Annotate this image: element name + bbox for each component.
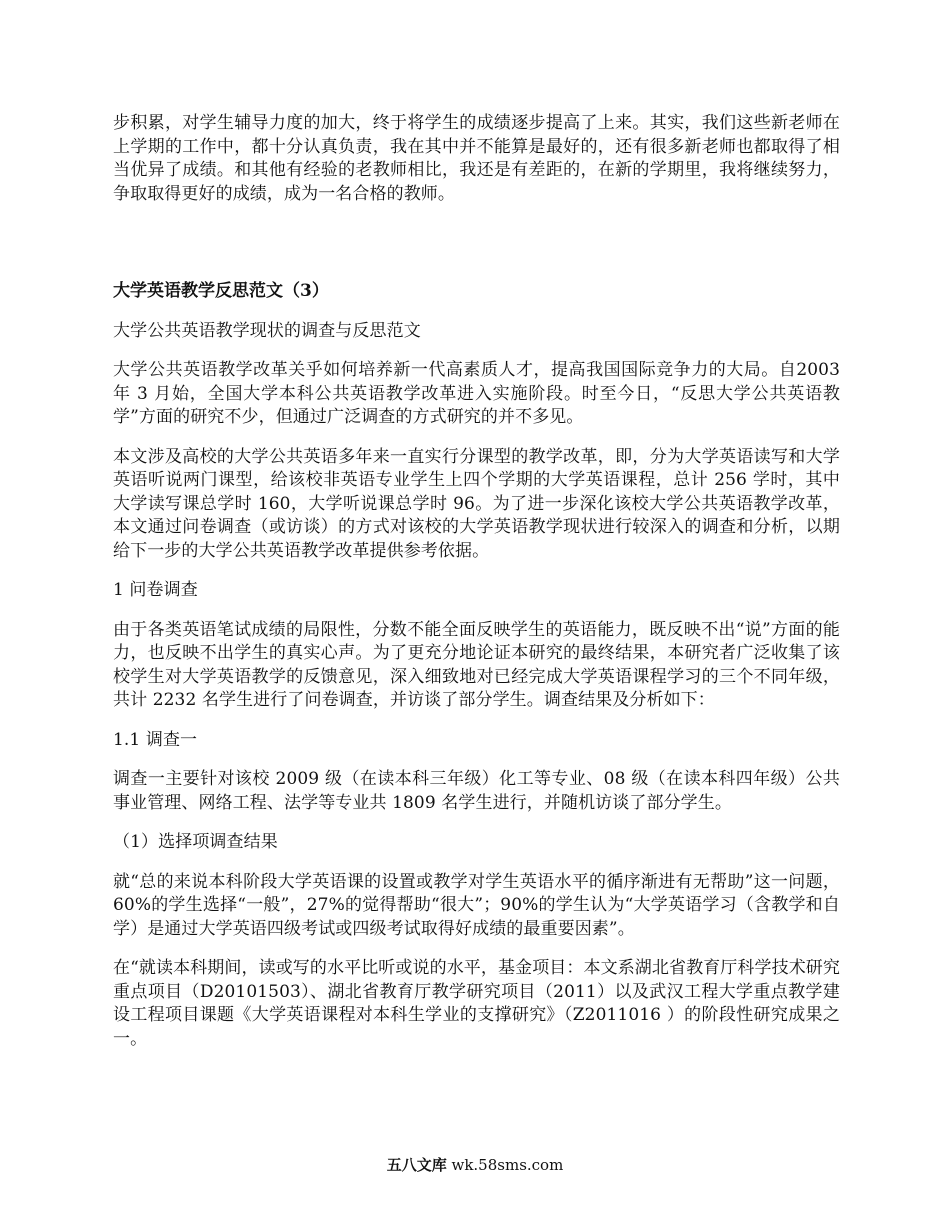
paragraph-4: 调查一主要针对该校 2009 级（在读本科三年级）化工等专业、08 级（在读本科四年级）公共事业管理、网络工程、法学等专业共 1809 名学生进行，并随机访谈了部分学生。: [113, 769, 840, 813]
heading-survey-one: 1.1 调查一: [113, 729, 198, 750]
paragraph-3: 由于各类英语笔试成绩的局限性，分数不能全面反映学生的英语能力，既反映不出“说”方面的能力，也反映不出学生的真实心声。为了更充分地论证本研究的最终结果，本研究者广泛收集了该校学生对大学英语教学的反馈意见，深入细致地对已经完成大学英语课程学习的三个不同年级，共计 2232 名学生进行了问卷调查，并访谈了部分学生。调查结果及分析如下：: [113, 619, 840, 710]
intro-paragraph: 步积累，对学生辅导力度的加大，终于将学生的成绩逐步提高了上来。其实，我们这些新老师在上学期的工作中，都十分认真负责，我在其中并不能算是最好的，还有很多新老师也都取得了相当优异了成绩。和其他有经验的老教师相比，我还是有差距的，在新的学期里，我将继续努力，争取取得更好的成绩，成为一名合格的教师。: [113, 113, 840, 204]
footer-url[interactable]: wk.58sms.com: [451, 1156, 564, 1174]
paragraph-1: 大学公共英语教学改革关乎如何培养新一代高素质人才，提高我国国际竞争力的大局。自2003 年 3 月始，全国大学本科公共英语教学改革进入实施阶段。时至今日，“反思大学公共英语教学”方面的研究不少，但通过广泛调查的方式研究的并不多见。: [113, 360, 840, 427]
section-title: 大学英语教学反思范文（3）: [113, 281, 329, 301]
document-body: [113, 112, 840, 1051]
subtitle: 大学公共英语教学现状的调查与反思范文: [113, 320, 421, 341]
heading-questionnaire: 1 问卷调查: [113, 580, 198, 600]
page-footer: [0, 1155, 950, 1175]
paragraph-2: 本文涉及高校的大学公共英语多年来一直实行分课型的教学改革，即，分为大学英语读写和大学英语听说两门课型，给该校非英语专业学生上四个学期的大学英语课程，总计 256 学时，其中大学读写课总学时 160，大学听说课总学时 96。为了进一步深化该校大学公共英语教学改革，本文通过问卷调查（或访谈）的方式对该校的大学英语教学现状进行较深入的调查和分析，以期给下一步的大学公共英语教学改革提供参考依据。: [113, 446, 840, 561]
paragraph-6: 在“就读本科期间，读或写的水平比听或说的水平，基金项目：本文系湖北省教育厅科学技术研究重点项目（D20101503）、湖北省教育厅教学研究项目（2011）以及武汉工程大学重点教学建设工程项目课题《大学英语课程对本科生学业的支撑研究》（Z2011016 ）的阶段性研究成果之一。: [113, 958, 840, 1049]
footer-brand: 五八文库: [386, 1156, 447, 1174]
paragraph-5: 就“总的来说本科阶段大学英语课的设置或教学对学生英语水平的循序渐进有无帮助”这一问题，60%的学生选择“一般”，27%的觉得帮助“很大”；90%的学生认为“大学英语学习（含教学和自学）是通过大学英语四级考试或四级考试取得好成绩的最重要因素”。: [113, 871, 840, 939]
heading-choice-results: （1）选择项调查结果: [113, 832, 278, 852]
